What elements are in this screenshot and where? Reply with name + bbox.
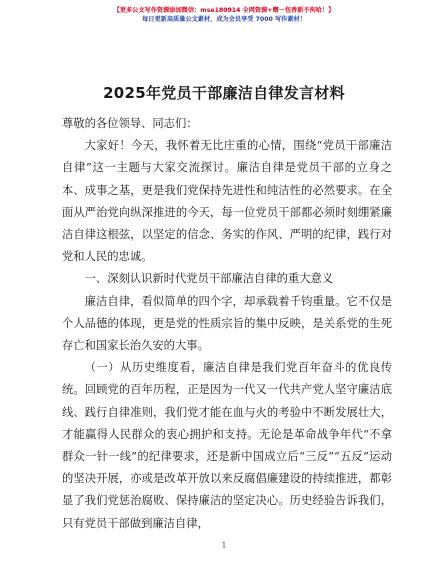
paragraph-significance: 廉洁自律，看似简单的四个字，却承载着千钧重量。它不仅是个人品德的体现，更是党的性质宗旨的集中反映，是关系党的生死存亡和国家长治久安的大事。: [62, 294, 392, 353]
banner-line-2: 每日更新高质量公文素材，成为会员享受 7000 写作素材！: [142, 16, 306, 23]
section-heading-1: 一、深刻认识新时代党员干部廉洁自律的重大意义: [84, 272, 334, 286]
paragraph-history: （一）从历史维度看，廉洁自律是我们党百年奋斗的优良传统。回顾党的百年历程，正是因为一代又一代共产党人坚守廉洁底线、践行自律准则，我们党才能在血与火的考验中不断发展壮大，才能赢得人民群众的衷心拥护和支持。无论是革命战争年代“不拿群众一针一线”的纪律要求，还是新中国成立后“三反”“五反”运动的坚决开展，亦或是改革开放以来反腐倡廉建设的持续推进，都彰显了我们党惩治腐败、保持廉洁的坚定决心。历史经验告诉我们，只有党员干部做到廉洁自律，: [62, 361, 392, 530]
page-number: 1: [221, 541, 227, 550]
paragraph-intro: 大家好！今天，我怀着无比庄重的心情，围绕“党员干部廉洁自律”这一主题与大家交流探讨。廉洁自律是党员干部的立身之本、成事之基，更是我们党保持先进性和纯洁性的必然要求。在全面从严治党向纵深推进的今天，每一位党员干部都必须时刻绷紧廉洁自律这根弦，以坚定的信念、务实的作风、严明的纪律，践行对党和人民的忠诚。: [62, 139, 392, 264]
salutation: 尊敬的各位领导、同志们：: [62, 117, 198, 130]
promo-banner: [0, 6, 448, 24]
banner-line-1: 【更多公文写作资源添加微信：mse180914 全网资源+赠一包香新不拘哈！】: [113, 7, 335, 14]
document-title: 2025年党员干部廉洁自律发言材料: [103, 84, 345, 102]
document-body: [62, 113, 392, 535]
